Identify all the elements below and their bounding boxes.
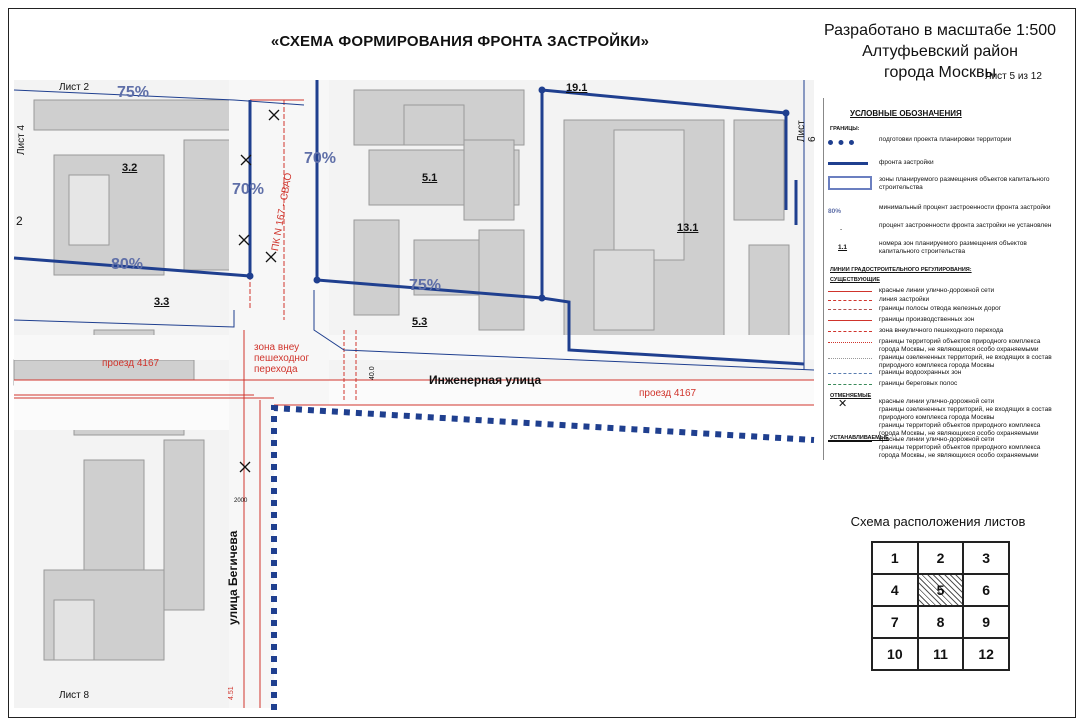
street-label: улица Бегичева — [226, 530, 240, 625]
ref-sheet-side[interactable]: 2 — [16, 214, 23, 228]
sheet-cell-6[interactable]: 6 — [963, 574, 1009, 606]
legend-subtitle: ГРАНИЦЫ: — [830, 126, 860, 132]
percent-label: 75% — [409, 277, 442, 294]
shore-line-symbol — [828, 384, 872, 385]
building — [164, 440, 204, 610]
percent-label: 75% — [117, 84, 150, 101]
sheet-cell-11[interactable]: 11 — [918, 638, 964, 670]
nature-line-symbol — [828, 342, 872, 343]
building — [479, 230, 524, 330]
crossing-zone-line: пешеходног — [254, 353, 310, 364]
small-number: 40.0 — [369, 366, 376, 380]
building — [84, 460, 144, 570]
sheet-cell-3[interactable]: 3 — [963, 542, 1009, 574]
legend-item: границы озелененных территорий, не входящих в состав природного комплекса города Москвы — [879, 354, 1052, 369]
sheet-scheme-title: Схема расположения листов — [850, 514, 1026, 529]
building — [404, 105, 464, 145]
crossing-zone-line: перехода — [254, 364, 298, 375]
legend-item: границы озелененных территорий, не входящих в состав природного комплекса города Москвы — [879, 406, 1052, 421]
scale-line: Разработано в масштабе 1:500 — [823, 22, 1057, 39]
ref-sheet-4[interactable]: Лист 4 — [16, 124, 27, 155]
build-line-symbol — [828, 300, 872, 301]
legend-subtitle: УСТАНАВЛИВАЕМЫЕ — [830, 435, 889, 441]
dash-symbol: - — [840, 226, 843, 233]
project-boundary-symbol — [828, 140, 854, 145]
page-title: «СХЕМА ФОРМИРОВАНИЯ ФРОНТА ЗАСТРОЙКИ» — [270, 33, 650, 50]
zone-label: 3.2 — [122, 162, 138, 174]
industrial-line-symbol — [828, 320, 872, 321]
street-label: проезд 4167 — [102, 358, 160, 369]
legend-item: границы территорий объектов природного комплекса города Москвы, не являющихся особо охраняемыми — [879, 338, 1041, 353]
building — [69, 175, 109, 245]
sheet-cell-9[interactable]: 9 — [963, 606, 1009, 638]
ref-sheet-2[interactable]: Лист 2 — [59, 82, 90, 93]
legend-item: линия застройки — [879, 296, 930, 303]
sheet-number: Лист 5 из 12 — [985, 71, 1042, 82]
small-number: 4.51 — [228, 686, 235, 700]
legend-item: минимальный процент застроенности фронта застройки — [879, 204, 1051, 211]
ref-sheet-6[interactable]: Лист 6 — [796, 120, 818, 142]
legend-item: границы береговых полос — [879, 380, 958, 387]
building — [749, 245, 789, 340]
pk-label: ПК N 167 - СВАО — [270, 172, 295, 252]
city-line: города Москвы — [884, 64, 996, 81]
building — [734, 120, 784, 220]
district-line: Алтуфьевский район — [862, 43, 1018, 60]
zone-label: 5.3 — [412, 316, 428, 328]
legend-title: УСЛОВНЫЕ ОБОЗНАЧЕНИЯ — [850, 109, 962, 118]
building — [354, 220, 399, 315]
legend-item: процент застроенности фронта застройки не установлен — [879, 222, 1052, 229]
green-line-symbol — [828, 358, 872, 359]
legend-subtitle: ОТМЕНЯЕМЫЕ — [830, 393, 872, 399]
building — [34, 100, 234, 130]
building — [594, 250, 654, 330]
small-number: 2000 — [234, 498, 248, 504]
sheet-cell-4[interactable]: 4 — [872, 574, 918, 606]
street-label: проезд 4167 — [639, 388, 697, 399]
front-line-symbol — [828, 162, 868, 165]
established-line-symbol — [828, 440, 872, 442]
percent-symbol: 80% — [828, 208, 842, 215]
sheet-cell-12[interactable]: 12 — [963, 638, 1009, 670]
sheet-scheme-grid — [871, 541, 1010, 671]
ref-sheet-8[interactable]: Лист 8 — [59, 690, 90, 701]
street-label: Инженерная улица — [429, 373, 542, 387]
legend-item: границы территорий объектов природного комплекса города Москвы, не являющихся особо охраняемыми — [879, 444, 1041, 459]
legend-item: красные линии улично-дорожной сети — [879, 287, 995, 294]
map-area[interactable] — [14, 80, 818, 708]
sheet-cell-10[interactable]: 10 — [872, 638, 918, 670]
water-line-symbol — [828, 373, 872, 374]
building — [464, 140, 514, 220]
cross-icon: ✕ — [838, 398, 848, 410]
crossing-zone-line: зона внеу — [254, 342, 300, 353]
legend-item: фронта застройки — [879, 159, 934, 166]
legend-item: красные линии улично-дорожной сети — [879, 436, 995, 443]
legend-item: красные линии улично-дорожной сети — [879, 398, 995, 405]
legend-item: границы полосы отвода железных дорог — [879, 305, 1002, 312]
legend-item: зона внеуличного пешеходного перехода — [879, 327, 1004, 334]
zone-label: 5.1 — [422, 172, 438, 184]
zone-label: 13.1 — [677, 222, 699, 234]
percent-label: 70% — [232, 181, 265, 198]
legend-subtitle: СУЩЕСТВУЮЩИЕ — [830, 277, 880, 283]
legend-item: границы производственных зон — [879, 316, 975, 323]
sheet-cell-2[interactable]: 2 — [918, 542, 964, 574]
empty-sheet-area — [274, 405, 814, 708]
building — [54, 600, 94, 660]
zone-number-symbol: 1.1 — [838, 244, 848, 251]
zone-symbol — [828, 176, 872, 190]
legend-item: номера зон планируемого размещения объектов капитального строительства — [879, 240, 1027, 255]
building — [614, 130, 684, 260]
legend-item: границы территорий объектов природного комплекса города Москвы, не являющихся особо охраняемыми — [879, 422, 1041, 437]
sheet-cell-7[interactable]: 7 — [872, 606, 918, 638]
percent-label: 70% — [304, 150, 337, 167]
sheet-cell-5[interactable]: 5 — [918, 574, 964, 606]
sheet-cell-8[interactable]: 8 — [918, 606, 964, 638]
legend-item: подготовки проекта планировки территории — [879, 136, 1012, 143]
percent-label: 80% — [111, 256, 144, 273]
rail-line-symbol — [828, 309, 872, 310]
legend-item: зоны планируемого размещения объектов капитального строительства — [879, 176, 1050, 191]
sheet-cell-1[interactable]: 1 — [872, 542, 918, 574]
crossing-zone-symbol — [828, 331, 872, 332]
crossing-zone-label — [254, 342, 309, 375]
red-line-symbol — [828, 291, 872, 292]
zone-label: 19.1 — [566, 82, 588, 94]
legend — [823, 98, 1064, 460]
legend-subtitle: ЛИНИИ ГРАДОСТРОИТЕЛЬНОГО РЕГУЛИРОВАНИЯ: — [830, 267, 972, 273]
legend-item: границы водоохранных зон — [879, 369, 962, 376]
zone-label: 3.3 — [154, 296, 170, 308]
